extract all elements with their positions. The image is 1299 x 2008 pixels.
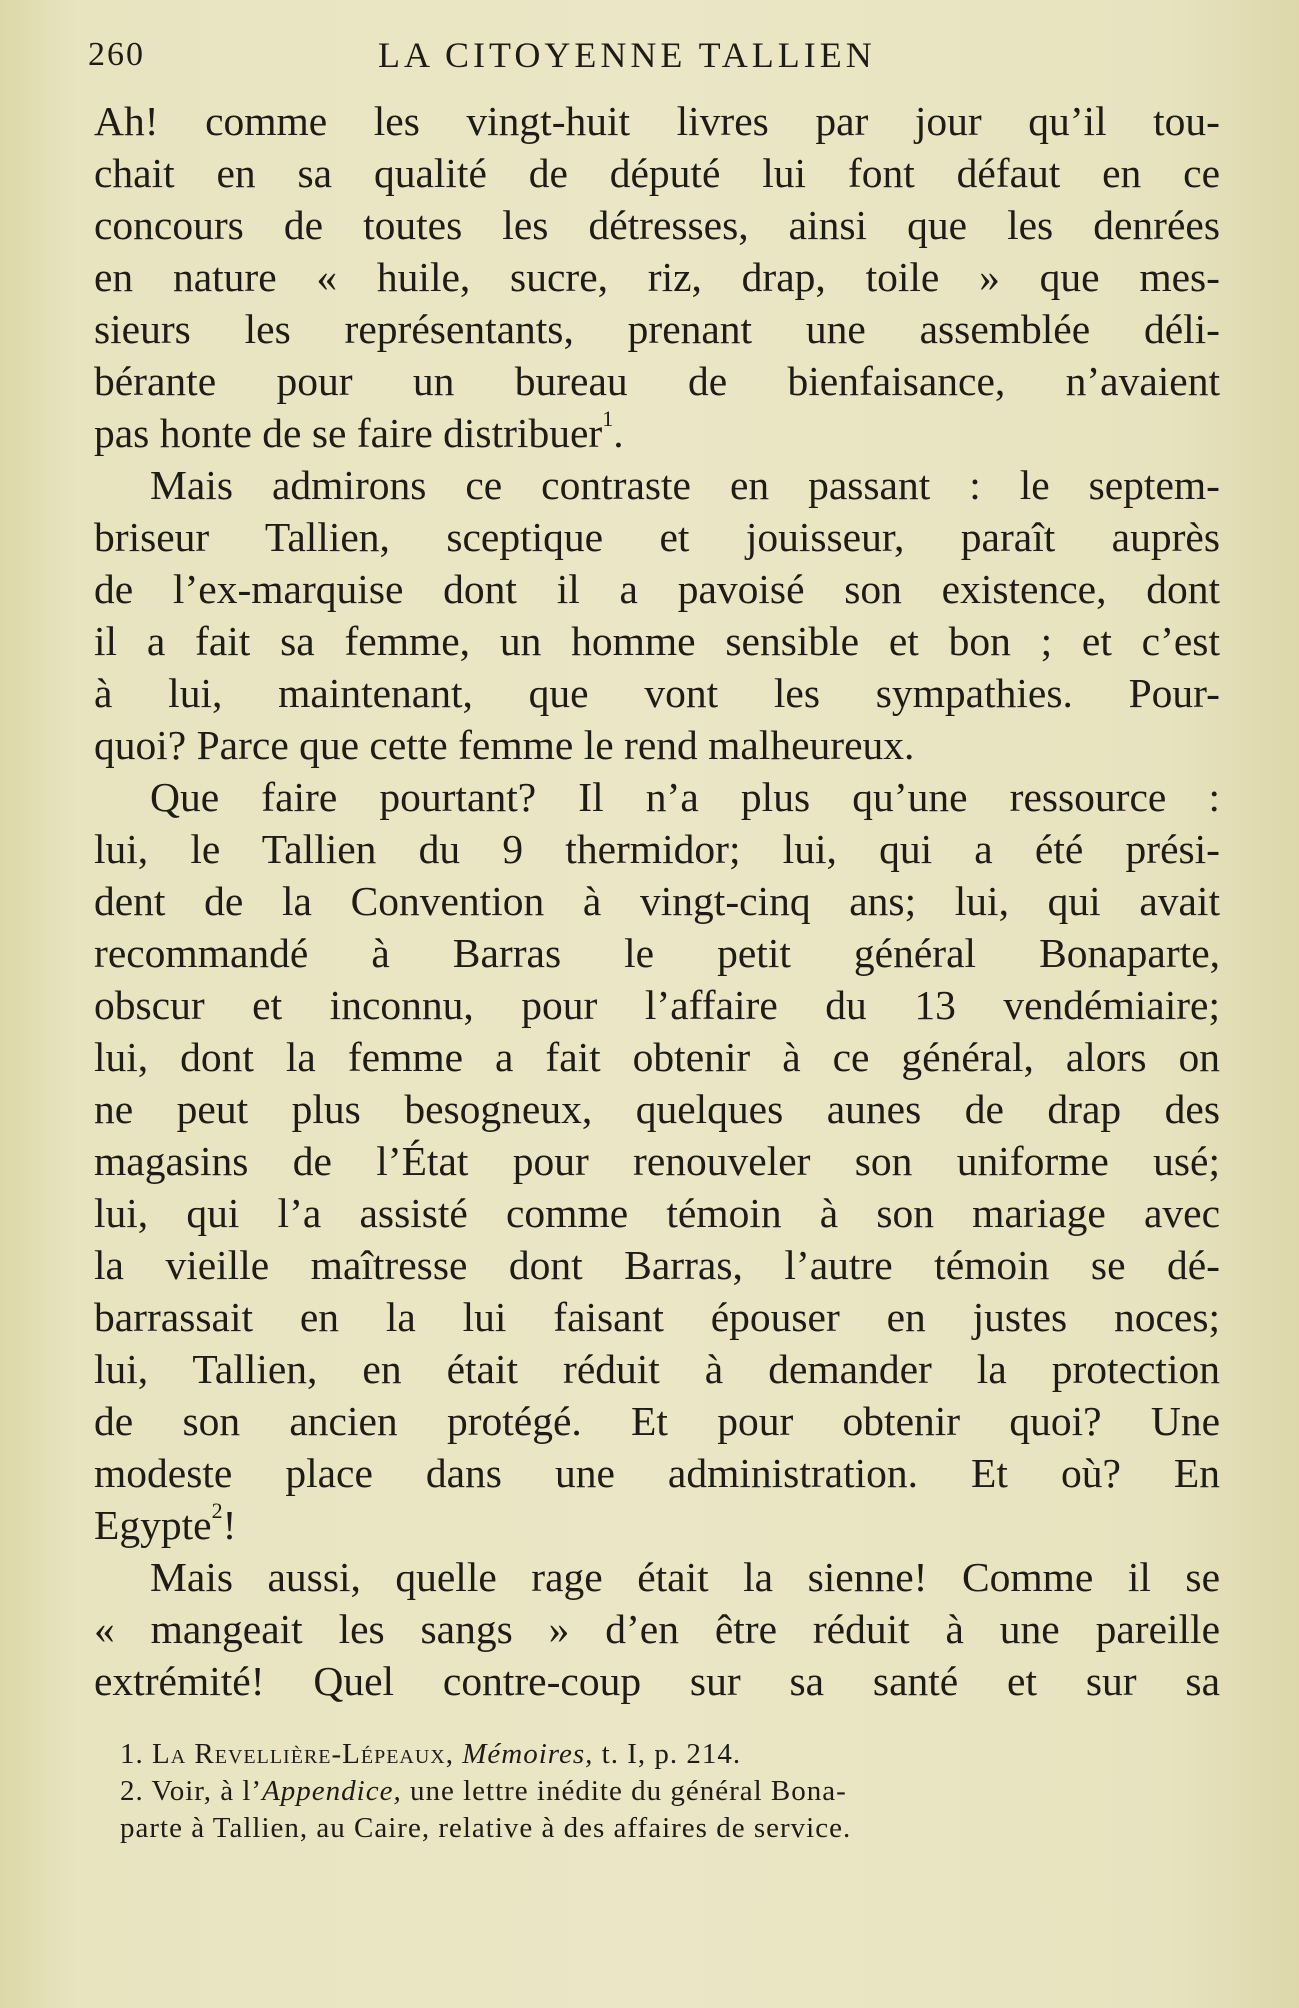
text-line: il a fait sa femme, un homme sensible et bon ; et c’est <box>94 618 1220 664</box>
footnote-2 <box>120 1773 1226 1810</box>
text-line: Mais admirons ce contraste en passant : le septem- <box>150 462 1220 508</box>
page-number: 260 <box>88 36 145 73</box>
text-line: modeste place dans une administration. Et où? En <box>94 1450 1220 1496</box>
text-line: obscur et inconnu, pour l’affaire du 13 vendémiaire; <box>94 982 1220 1028</box>
text-line: à lui, maintenant, que vont les sympathies. Pour- <box>94 670 1220 716</box>
footnote-1 <box>120 1736 1226 1773</box>
text-line: la vieille maîtresse dont Barras, l’autre témoin se dé- <box>94 1242 1220 1288</box>
footnote-number: 1. <box>120 1738 144 1770</box>
text-line: recommandé à Barras le petit général Bonaparte, <box>94 930 1220 976</box>
text-line: lui, le Tallien du 9 thermidor; lui, qui a été prési- <box>94 826 1220 872</box>
text-line: bérante pour un bureau de bienfaisance, n’avaient <box>94 358 1220 404</box>
footnotes <box>120 1736 1226 1847</box>
text-line-content: Egypte <box>94 1502 212 1548</box>
footnote-number: 2. <box>120 1775 144 1807</box>
paragraph-2 <box>94 459 1220 771</box>
text-line: briseur Tallien, sceptique et jouisseur, paraît auprès <box>94 514 1220 560</box>
footnote-marker: 2 <box>211 1499 223 1524</box>
text-line: sieurs les représentants, prenant une assemblée déli- <box>94 306 1220 352</box>
paragraph-4 <box>94 1551 1220 1707</box>
text-line-content: pas honte de se faire distribuer <box>94 410 603 456</box>
footnote-2-continuation: parte à Tallien, au Caire, relative à des affaires de service. <box>120 1812 852 1844</box>
text-line: « mangeait les sangs » d’en être réduit à une pareille <box>94 1606 1220 1652</box>
text-line: extrémité! Quel contre-coup sur sa santé et sur sa <box>94 1658 1220 1704</box>
text-line: quoi? Parce que cette femme le rend malheureux. <box>94 722 915 768</box>
line-end: . <box>613 410 624 456</box>
text-line: de son ancien protégé. Et pour obtenir quoi? Une <box>94 1398 1220 1444</box>
page-header <box>88 30 1218 80</box>
footnote-work: Mémoires, <box>462 1738 594 1770</box>
text-line: lui, qui l’a assisté comme témoin à son mariage avec <box>94 1190 1220 1236</box>
footnote-appendix: Appendice, <box>262 1775 402 1807</box>
footnote-reference: t. I, p. 214. <box>601 1738 742 1770</box>
footnote-author: La Revellière-Lépeaux, <box>152 1738 455 1770</box>
footnote-text: Voir, à l’ <box>151 1775 263 1807</box>
text-line: en nature « huile, sucre, riz, drap, toile » que mes- <box>94 254 1220 300</box>
text-line: barrassait en la lui faisant épouser en justes noces; <box>94 1294 1220 1340</box>
text-line: lui, Tallien, en était réduit à demander la protection <box>94 1346 1220 1392</box>
text-line: lui, dont la femme a fait obtenir à ce général, alors on <box>94 1034 1220 1080</box>
text-line: Ah! comme les vingt-huit livres par jour qu’il tou- <box>94 98 1220 144</box>
footnote-text: une lettre inédite du général Bona- <box>409 1775 847 1807</box>
text-line: Que faire pourtant? Il n’a plus qu’une ressource : <box>150 774 1220 820</box>
paragraph-1 <box>94 95 1220 459</box>
text-line <box>94 1499 1220 1551</box>
paragraph-3 <box>94 771 1220 1551</box>
line-end: ! <box>222 1502 237 1548</box>
text-line: de l’ex-marquise dont il a pavoisé son existence, dont <box>94 566 1220 612</box>
footnote-marker: 1 <box>602 407 614 432</box>
text-line <box>94 407 1220 459</box>
text-line: Mais aussi, quelle rage était la sienne! Comme il se <box>150 1554 1220 1600</box>
text-line: ne peut plus besogneux, quelques aunes de drap des <box>94 1086 1220 1132</box>
body-text <box>94 95 1220 1707</box>
text-line: dent de la Convention à vingt-cinq ans; lui, qui avait <box>94 878 1220 924</box>
running-title: LA CITOYENNE TALLIEN <box>378 35 876 75</box>
text-line: magasins de l’État pour renouveler son uniforme usé; <box>94 1138 1220 1184</box>
text-line: concours de toutes les détresses, ainsi que les denrées <box>94 202 1220 248</box>
text-line: chait en sa qualité de député lui font défaut en ce <box>94 150 1220 196</box>
